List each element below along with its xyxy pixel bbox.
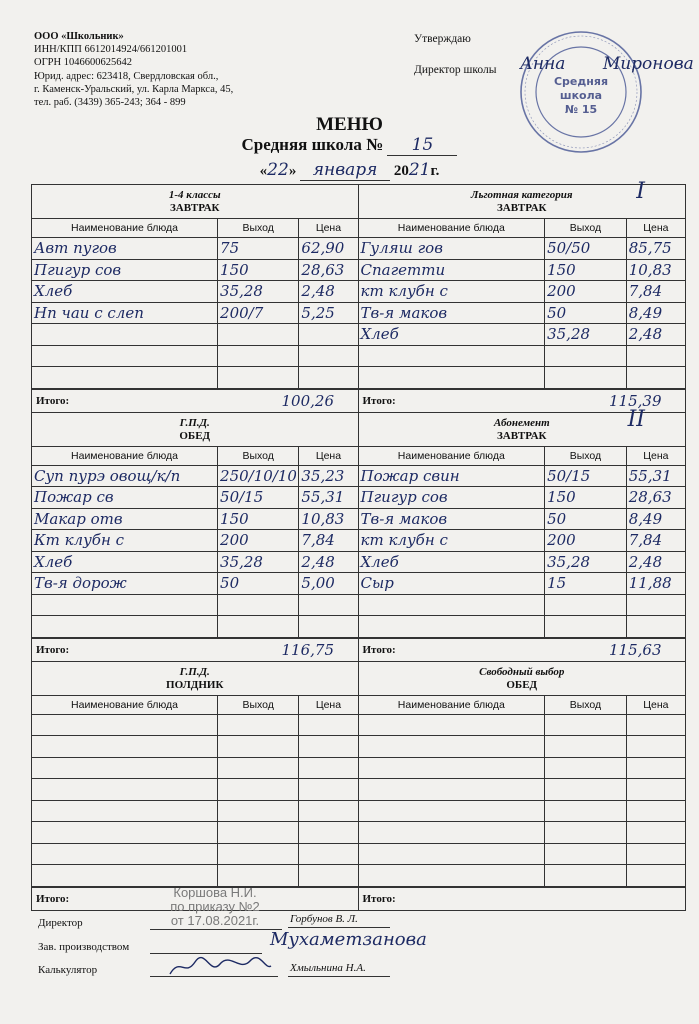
dish-price — [626, 594, 685, 616]
table-row — [359, 345, 686, 367]
school-label: Средняя школа № — [241, 135, 384, 154]
dish-name: Нп чаи с слеп — [32, 302, 218, 324]
table-row — [359, 465, 686, 487]
section-category: 1-4 классы — [168, 189, 221, 201]
table-row — [32, 573, 358, 595]
total-value: 116,75 — [281, 640, 334, 659]
dish-table — [359, 447, 686, 638]
production-label: Зав. производством — [38, 941, 130, 953]
dish-price: 5,00 — [299, 573, 358, 595]
dish-output — [545, 714, 627, 736]
dish-price — [626, 616, 685, 638]
date-month: января — [300, 160, 390, 181]
dish-output: 50/15 — [545, 465, 627, 487]
section-total — [359, 638, 686, 661]
menu-block — [32, 662, 685, 910]
dish-name — [32, 822, 218, 844]
calculator-name-line — [288, 976, 390, 977]
dish-price — [626, 736, 685, 758]
dish-price — [299, 822, 358, 844]
dish-price — [299, 779, 358, 801]
dish-output — [218, 865, 299, 887]
dish-price — [299, 714, 358, 736]
col-name-header: Наименование блюда — [32, 447, 218, 466]
table-row — [32, 757, 358, 779]
col-out-header: Выход — [218, 696, 299, 715]
dish-output — [218, 616, 299, 638]
dish-output — [545, 616, 627, 638]
menu-section — [32, 413, 359, 661]
school-line — [0, 135, 699, 156]
dish-price: 5,25 — [299, 302, 358, 324]
dish-price — [626, 757, 685, 779]
director-sign-line — [150, 929, 282, 930]
section-meal: ОБЕД — [506, 678, 538, 691]
dish-name — [32, 324, 218, 346]
dish-name: Спагетти — [359, 259, 545, 281]
director-name-line — [288, 927, 390, 928]
dish-output: 150 — [218, 259, 299, 281]
section-category: Свободный выбор — [479, 665, 565, 678]
table-row — [359, 551, 686, 573]
total-label: Итого: — [362, 643, 396, 656]
dish-name: Тв-я дорож — [32, 573, 218, 595]
dish-output — [545, 800, 627, 822]
dish-name — [32, 736, 218, 758]
dish-output — [218, 714, 299, 736]
table-row — [359, 487, 686, 509]
table-row — [32, 324, 358, 346]
dish-output: 35,28 — [545, 551, 627, 573]
table-header-row — [359, 447, 686, 466]
dish-table — [32, 447, 358, 638]
total-value: 115,39 — [609, 391, 662, 410]
dish-name — [32, 616, 218, 638]
dish-name — [32, 345, 218, 367]
dish-price: 8,49 — [626, 302, 685, 324]
menu-block — [32, 406, 685, 662]
table-row — [359, 843, 686, 865]
dish-output — [545, 345, 627, 367]
dish-price — [626, 367, 685, 389]
col-price-header: Цена — [626, 696, 685, 715]
dish-name: Гуляш гов — [359, 238, 545, 260]
table-row — [359, 367, 686, 389]
dish-price: 28,63 — [299, 259, 358, 281]
dish-price: 2,48 — [626, 551, 685, 573]
table-row — [32, 281, 358, 303]
dish-name: кт клубн с — [359, 530, 545, 552]
dish-price — [299, 757, 358, 779]
section-total — [32, 638, 358, 661]
dish-price: 55,31 — [626, 465, 685, 487]
calculator-name: Хмыльнина Н.А. — [290, 962, 366, 974]
table-row — [32, 616, 358, 638]
dish-output: 50 — [545, 302, 627, 324]
menu-section — [359, 406, 686, 661]
dish-price — [626, 714, 685, 736]
dish-price: 62,90 — [299, 238, 358, 260]
dish-output: 200/7 — [218, 302, 299, 324]
dish-price: 10,83 — [299, 508, 358, 530]
dish-output — [218, 736, 299, 758]
table-row — [32, 822, 358, 844]
total-label: Итого: — [362, 394, 396, 407]
table-row — [359, 757, 686, 779]
col-price-header: Цена — [626, 447, 685, 466]
section-category: Абонемент — [493, 416, 550, 429]
table-header-row — [32, 219, 358, 238]
dish-price: 7,84 — [626, 530, 685, 552]
org-phone: тел. раб. (3439) 365-243; 364 - 899 — [34, 97, 186, 109]
col-price-header: Цена — [299, 219, 358, 238]
menu-title: МЕНЮ — [316, 114, 383, 135]
dish-name — [359, 345, 545, 367]
dish-price — [299, 367, 358, 389]
table-row — [359, 508, 686, 530]
calculator-signature-icon — [165, 952, 275, 980]
total-value: 100,26 — [281, 391, 334, 410]
dish-output: 50/15 — [218, 487, 299, 509]
section-meal: ПОЛДНИК — [166, 678, 224, 691]
section-header — [32, 662, 358, 696]
dish-price: 7,84 — [299, 530, 358, 552]
table-row — [32, 865, 358, 887]
section-total — [32, 389, 358, 412]
dish-output — [545, 822, 627, 844]
dish-name — [359, 616, 545, 638]
menu-section — [32, 185, 359, 412]
table-row — [359, 281, 686, 303]
dish-table — [32, 696, 358, 887]
table-row — [32, 302, 358, 324]
dish-price — [626, 779, 685, 801]
col-price-header: Цена — [299, 696, 358, 715]
col-out-header: Выход — [545, 447, 627, 466]
dish-price: 7,84 — [626, 281, 685, 303]
section-roman-numeral: II — [627, 406, 645, 432]
dish-price — [299, 616, 358, 638]
section-header — [359, 179, 686, 219]
dish-price — [626, 800, 685, 822]
section-header — [32, 413, 358, 447]
dish-name: кт клубн с — [359, 281, 545, 303]
dish-name: Суп пурэ овощ/к/п — [32, 465, 218, 487]
dish-name: Хлеб — [32, 281, 218, 303]
col-price-header: Цена — [626, 219, 685, 238]
table-row — [32, 367, 358, 389]
dish-output — [218, 779, 299, 801]
dish-table — [359, 696, 686, 887]
col-out-header: Выход — [545, 696, 627, 715]
menu-grid — [31, 179, 686, 911]
dish-price — [299, 736, 358, 758]
dish-output — [545, 757, 627, 779]
dish-name — [359, 757, 545, 779]
dish-name — [32, 800, 218, 822]
section-header — [359, 662, 686, 696]
total-label: Итого: — [36, 892, 70, 905]
dish-price: 85,75 — [626, 238, 685, 260]
table-row — [359, 324, 686, 346]
table-row — [32, 259, 358, 281]
section-meal: ЗАВТРАК — [496, 202, 547, 214]
section-header — [359, 406, 686, 447]
section-header — [32, 185, 358, 219]
dish-name: Кт клубн с — [32, 530, 218, 552]
menu-section — [359, 662, 686, 910]
table-row — [32, 530, 358, 552]
dish-output — [218, 594, 299, 616]
table-row — [359, 736, 686, 758]
col-name-header: Наименование блюда — [32, 696, 218, 715]
dish-name: Авт пугов — [32, 238, 218, 260]
dish-output — [545, 594, 627, 616]
school-number: 15 — [387, 135, 457, 156]
dish-price — [626, 843, 685, 865]
dish-price — [299, 843, 358, 865]
dish-price: 55,31 — [299, 487, 358, 509]
dish-name — [359, 822, 545, 844]
dish-name: Тв-я маков — [359, 302, 545, 324]
total-label: Итого: — [36, 394, 70, 407]
total-label: Итого: — [36, 643, 70, 656]
table-row — [32, 238, 358, 260]
table-row — [32, 465, 358, 487]
dish-output: 50 — [218, 573, 299, 595]
dish-output: 35,28 — [218, 551, 299, 573]
dish-output: 35,28 — [545, 324, 627, 346]
table-row — [359, 822, 686, 844]
overlay-stamp-text — [150, 886, 280, 928]
dish-price: 35,23 — [299, 465, 358, 487]
director-signature — [520, 54, 694, 74]
col-out-header: Выход — [545, 219, 627, 238]
stamp-line-1: Средняя — [553, 75, 609, 88]
date-year: 21 — [408, 160, 431, 180]
stamp-line-3: № 15 — [564, 103, 598, 116]
dish-output: 75 — [218, 238, 299, 260]
table-row — [32, 487, 358, 509]
dish-name — [32, 367, 218, 389]
menu-section — [32, 662, 359, 910]
dish-price — [299, 594, 358, 616]
date-year-suffix: г. — [430, 163, 440, 179]
overlay-line-3: от 17.08.2021г. — [170, 913, 260, 928]
dish-output: 200 — [545, 281, 627, 303]
table-row — [359, 779, 686, 801]
org-address-2: г. Каменск-Уральский, ул. Карла Маркса, 45, — [34, 83, 234, 95]
dish-name — [32, 865, 218, 887]
table-row — [32, 345, 358, 367]
dish-output — [218, 757, 299, 779]
section-category: Льготная категория — [470, 189, 573, 201]
dish-name — [32, 757, 218, 779]
table-row — [359, 594, 686, 616]
table-row — [359, 302, 686, 324]
approve-label: Утверждаю — [414, 33, 471, 45]
dish-output: 250/10/10 — [218, 465, 299, 487]
section-meal: ОБЕД — [179, 429, 211, 442]
date-day: 22 — [267, 160, 289, 180]
dish-output — [545, 367, 627, 389]
dish-output: 150 — [545, 259, 627, 281]
table-row — [359, 238, 686, 260]
total-value: 115,63 — [609, 640, 662, 659]
dish-output: 50/50 — [545, 238, 627, 260]
col-name-header: Наименование блюда — [32, 219, 218, 238]
col-price-header: Цена — [299, 447, 358, 466]
dish-output — [545, 843, 627, 865]
director-label: Директор — [38, 917, 83, 929]
dish-name — [359, 367, 545, 389]
dish-output — [218, 800, 299, 822]
dish-price — [299, 324, 358, 346]
table-row — [359, 573, 686, 595]
dish-output: 50 — [545, 508, 627, 530]
dish-name — [359, 779, 545, 801]
organization-header — [34, 30, 233, 109]
dish-table — [359, 219, 686, 389]
overlay-line-2: по приказу №2 — [170, 899, 260, 914]
col-out-header: Выход — [218, 219, 299, 238]
menu-section — [359, 179, 686, 412]
stamp-line-2: школа — [559, 89, 603, 102]
dish-output: 150 — [545, 487, 627, 509]
dish-output: 200 — [545, 530, 627, 552]
dish-name — [32, 779, 218, 801]
dish-price — [626, 865, 685, 887]
table-row — [359, 800, 686, 822]
dish-output — [218, 324, 299, 346]
dish-name: Хлеб — [359, 324, 545, 346]
overlay-line-1: Коршова Н.И. — [173, 885, 257, 900]
table-row — [32, 594, 358, 616]
table-row — [32, 779, 358, 801]
dish-output — [545, 736, 627, 758]
dish-output — [218, 822, 299, 844]
dish-price — [299, 800, 358, 822]
table-row — [32, 714, 358, 736]
date-quote-open: « — [259, 163, 268, 179]
dish-output — [545, 779, 627, 801]
col-name-header: Наименование блюда — [359, 447, 545, 466]
director-name: Горбунов В. Л. — [290, 913, 358, 925]
table-header-row — [359, 696, 686, 715]
production-name: Мухаметзанова — [270, 929, 427, 950]
dish-price: 2,48 — [626, 324, 685, 346]
table-row — [32, 800, 358, 822]
dish-output — [545, 865, 627, 887]
dish-name: Пожар св — [32, 487, 218, 509]
dish-output: 200 — [218, 530, 299, 552]
table-row — [359, 865, 686, 887]
section-meal: ЗАВТРАК — [169, 202, 220, 214]
dish-name — [32, 594, 218, 616]
table-row — [359, 616, 686, 638]
dish-name: Пожар свин — [359, 465, 545, 487]
org-inn: ИНН/КПП 6612014924/661201001 — [34, 44, 188, 56]
dish-price — [299, 345, 358, 367]
dish-price: 2,48 — [299, 281, 358, 303]
dish-price — [626, 822, 685, 844]
dish-name — [359, 736, 545, 758]
dish-name: Пгигур сов — [359, 487, 545, 509]
total-label: Итого: — [362, 892, 396, 905]
section-meal: ЗАВТРАК — [496, 429, 547, 442]
dish-output: 150 — [218, 508, 299, 530]
table-row — [32, 508, 358, 530]
col-name-header: Наименование блюда — [359, 219, 545, 238]
dish-price: 2,48 — [299, 551, 358, 573]
dish-name — [359, 714, 545, 736]
director-signature-mark: Анна — [520, 54, 566, 74]
menu-block — [32, 179, 685, 413]
dish-price: 8,49 — [626, 508, 685, 530]
section-category: Г.П.Д. — [179, 416, 210, 429]
table-header-row — [32, 696, 358, 715]
dish-name — [359, 594, 545, 616]
dish-output: 35,28 — [218, 281, 299, 303]
table-row — [359, 259, 686, 281]
section-roman-numeral: I — [636, 179, 645, 204]
calculator-label: Калькулятор — [38, 964, 98, 976]
dish-price — [626, 345, 685, 367]
dish-table — [32, 219, 358, 389]
dish-name: Тв-я маков — [359, 508, 545, 530]
dish-price: 28,63 — [626, 487, 685, 509]
dish-price: 10,83 — [626, 259, 685, 281]
dish-output — [218, 345, 299, 367]
dish-output — [218, 843, 299, 865]
dish-output: 15 — [545, 573, 627, 595]
dish-name: Макар отв — [32, 508, 218, 530]
dish-name — [359, 865, 545, 887]
dish-name — [359, 843, 545, 865]
org-ogrn: ОГРН 1046600625642 — [34, 57, 132, 69]
dish-name: Хлеб — [359, 551, 545, 573]
org-name: ООО «Школьник» — [34, 31, 124, 42]
date-line — [0, 160, 699, 181]
table-header-row — [32, 447, 358, 466]
director-handwritten-name: Миронова — [602, 54, 694, 74]
table-row — [359, 530, 686, 552]
dish-name — [32, 714, 218, 736]
org-address-1: Юрид. адрес: 623418, Свердловская обл., — [34, 70, 219, 82]
col-out-header: Выход — [218, 447, 299, 466]
table-header-row — [359, 219, 686, 238]
section-total — [359, 887, 686, 910]
dish-name — [359, 800, 545, 822]
table-row — [32, 843, 358, 865]
dish-price — [299, 865, 358, 887]
date-year-prefix: 20 — [393, 163, 409, 179]
school-director-label: Директор школы — [414, 64, 497, 76]
dish-name: Сыр — [359, 573, 545, 595]
table-row — [32, 551, 358, 573]
dish-price: 11,88 — [626, 573, 685, 595]
table-row — [32, 736, 358, 758]
dish-output — [218, 367, 299, 389]
table-row — [359, 714, 686, 736]
dish-name: Хлеб — [32, 551, 218, 573]
dish-name: Пгигур сов — [32, 259, 218, 281]
date-quote-close: » — [288, 163, 297, 179]
section-category: Г.П.Д. — [179, 665, 210, 678]
col-name-header: Наименование блюда — [359, 696, 545, 715]
dish-name — [32, 843, 218, 865]
